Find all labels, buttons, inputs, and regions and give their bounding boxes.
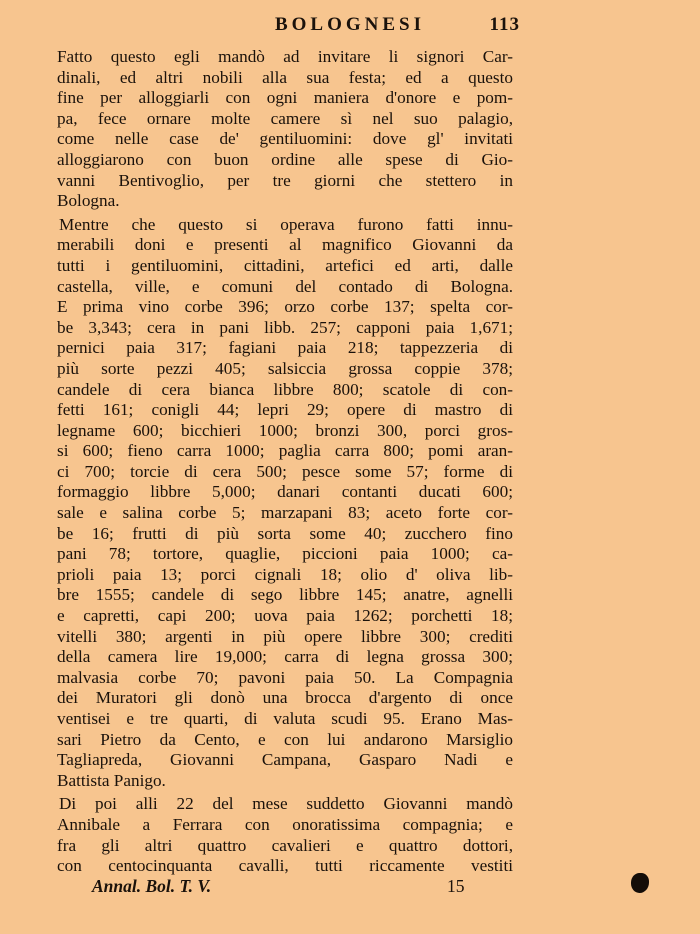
text-line: fine per alloggiarli con ogni maniera d'onore e pom- xyxy=(57,88,513,108)
text-line: be 16; frutti di più sorta some 40; zucchero fino xyxy=(57,523,513,543)
text-line: tutti i gentiluomini, cittadini, artefici ed arti, dalle xyxy=(57,255,513,275)
text-line: della camera lire 19,000; carra di legna grossa 300; xyxy=(57,647,513,667)
text-line: pa, fece ornare molte camere sì nel suo palagio, xyxy=(57,108,513,128)
text-line: alloggiarono con buon ordine alle spese di Gio- xyxy=(57,149,513,169)
text-line: Mentre che questo si operava furono fatti innu- xyxy=(59,214,513,234)
text-line: con centocinquanta cavalli, tutti riccamente vestiti xyxy=(57,856,513,876)
text-line: dei Muratori gli donò una brocca d'argento di once xyxy=(57,688,513,708)
text-line: be 3,343; cera in pani libb. 257; capponi paia 1,671; xyxy=(57,317,513,337)
page-number: 113 xyxy=(489,14,520,35)
paragraph-3 xyxy=(57,794,513,876)
text-line: Di poi alli 22 del mese suddetto Giovanni mandò xyxy=(59,794,513,814)
text-line: pani 78; tortore, quaglie, piccioni paia 1000; ca- xyxy=(57,544,513,564)
text-line: bre 1555; candele di sego libbre 145; anatre, agnelli xyxy=(57,585,513,605)
text-line: sale e salina corbe 5; marzapani 83; aceto forte cor- xyxy=(57,503,513,523)
text-line: Tagliapreda, Giovanni Campana, Gasparo Nadi e xyxy=(57,750,513,770)
ink-blot xyxy=(631,873,649,893)
text-line: Fatto questo egli mandò ad invitare li signori Car- xyxy=(57,47,513,66)
text-line: castella, ville, e comuni del contado di Bologna. xyxy=(57,276,513,296)
text-line: più sorte pezzi 405; salsiccia grossa coppie 378; xyxy=(57,358,513,378)
text-line: fra gli altri quattro cavalieri e quattro dottori, xyxy=(57,835,513,855)
running-title: BOLOGNESI xyxy=(274,14,426,35)
text-line: merabili doni e presenti al magnifico Giovanni da xyxy=(57,235,513,255)
text-line: sari Pietro da Cento, e con lui andarono Marsiglio xyxy=(57,729,513,749)
text-line: pernici paia 317; fagiani paia 218; tappezzeria di xyxy=(57,338,513,358)
text-line: formaggio libbre 5,000; danari contanti ducati 600; xyxy=(57,482,513,502)
printer-signature: Annal. Bol. T. V. xyxy=(92,876,212,896)
body-text xyxy=(57,47,513,877)
text-line: Battista Panigo. xyxy=(57,770,166,790)
text-line: dinali, ed altri nobili alla sua festa; ed a questo xyxy=(57,67,513,87)
text-line: si 600; fieno carra 1000; paglia carra 800; pomi aran- xyxy=(57,441,513,461)
text-line: candele di cera bianca libbre 800; scatole di con- xyxy=(57,379,513,399)
text-line: E prima vino corbe 396; orzo corbe 137; spelta cor- xyxy=(57,297,513,317)
paragraph-2 xyxy=(57,215,513,792)
text-line: Annibale a Ferrara con onoratissima compagnia; e xyxy=(57,814,513,834)
text-line: vitelli 380; argenti in più opere libbre 300; crediti xyxy=(57,626,513,646)
text-line: ventisei e tre quarti, di valuta scudi 95. Erano Mas- xyxy=(57,709,513,728)
text-line: Bologna. xyxy=(57,191,120,211)
text-line: fetti 161; conigli 44; lepri 29; opere di mastro di xyxy=(57,400,513,420)
signature-number: 15 xyxy=(447,876,465,896)
text-line: ci 700; torcie di cera 500; pesce some 57; forme di xyxy=(57,461,513,481)
text-line: prioli paia 13; porci cignali 18; olio d' oliva lib- xyxy=(57,564,513,584)
text-line: come nelle case de' gentiluomini: dove gl' invitati xyxy=(57,129,513,149)
text-line: vanni Bentivoglio, per tre giorni che stettero in xyxy=(57,170,513,190)
text-line: legname 600; bicchieri 1000; bronzi 300, porci gros- xyxy=(57,420,513,440)
paragraph-1 xyxy=(57,47,513,212)
text-line: e capretti, capi 200; uova paia 1262; porchetti 18; xyxy=(57,606,513,626)
text-line: malvasia corbe 70; pavoni paia 50. La Compagnia xyxy=(57,667,513,687)
